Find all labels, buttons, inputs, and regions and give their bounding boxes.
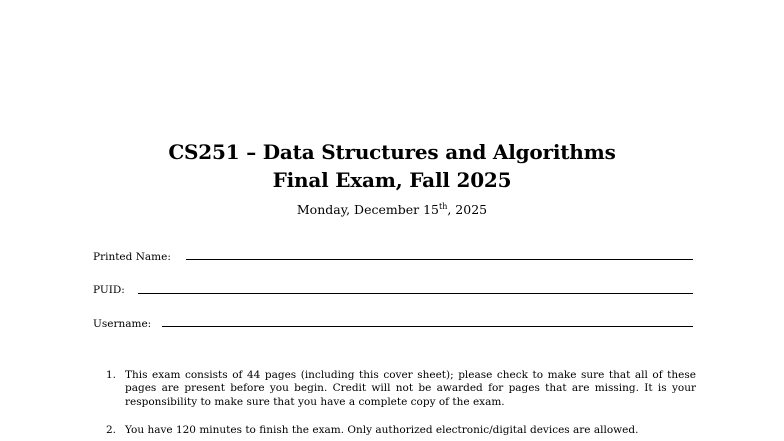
- instruction-number: 2.: [106, 424, 117, 436]
- printed-name-label: Printed Name:: [93, 251, 171, 263]
- instruction-item-1: [106, 369, 696, 409]
- instruction-item-2: [106, 424, 696, 437]
- puid-label: PUID:: [93, 284, 125, 296]
- username-label: Username:: [93, 318, 152, 330]
- exam-date: [0, 202, 784, 218]
- exam-date-year: , 2025: [447, 202, 488, 217]
- instruction-number: 1.: [106, 369, 117, 381]
- username-line[interactable]: [162, 326, 693, 327]
- instruction-text: You have 120 minutes to finish the exam. Only authorized electronic/digital devices are allowed.: [125, 424, 639, 436]
- exam-title: Final Exam, Fall 2025: [272, 168, 512, 192]
- instruction-text: This exam consists of 44 pages (including this cover sheet); please check to make sure that all of these pages are present before you begin. Credit will not be awarded for pages that are missing. It is your responsibility to make sure that you have a complete copy of the exam.: [125, 369, 696, 408]
- printed-name-line[interactable]: [186, 259, 693, 260]
- exam-date-day: Monday, December 15: [296, 202, 439, 217]
- exam-date-ordinal: th: [438, 202, 448, 211]
- exam-course-title: CS251 – Data Structures and Algorithms: [168, 140, 616, 164]
- puid-line[interactable]: [138, 293, 693, 294]
